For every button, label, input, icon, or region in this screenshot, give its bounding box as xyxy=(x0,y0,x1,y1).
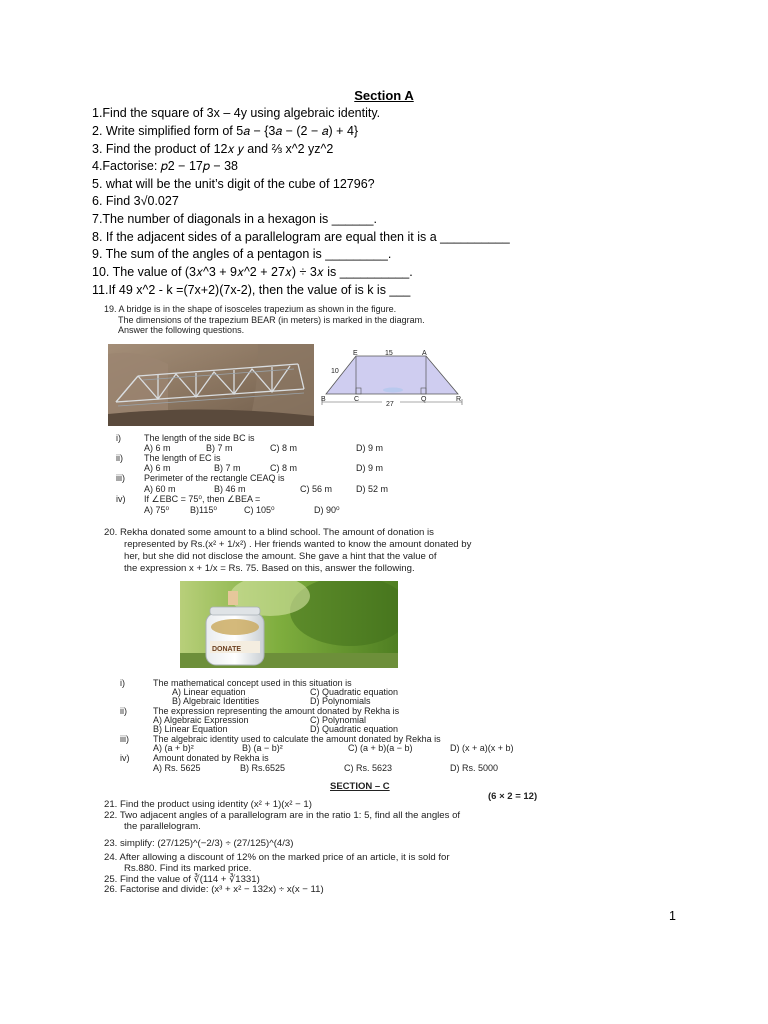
question-6: 6. Find 3√0.027 xyxy=(92,194,179,208)
question-9: 9. The sum of the angles of a pentagon is _________. xyxy=(92,247,392,261)
label-r: R xyxy=(456,396,462,403)
q19-part-ii-opt-b: B) 7 m xyxy=(214,463,241,473)
q20-part-iv-opt-d: D) Rs. 5000 xyxy=(450,763,499,773)
q20-part-iv-opt-b: B) Rs.6525 xyxy=(240,763,286,773)
q20-part-i-num: i) xyxy=(120,678,125,688)
q23: 23. simplify: (27/125)^(−2/3) ÷ (27/125)^(4/3) xyxy=(104,838,294,849)
q19-part-iii-opt-c: C) 56 m xyxy=(300,484,333,494)
q19-intro-line-1: 19. A bridge is in the shape of isosceles trapezium as shown in the figure. xyxy=(104,304,397,314)
label-15: 15 xyxy=(385,350,393,357)
q20-part-iv-opt-a: A) Rs. 5625 xyxy=(153,763,201,773)
q19-part-iv-opt-d: D) 90⁰ xyxy=(314,505,340,515)
q19-part-i-question: The length of the side BC is xyxy=(144,433,255,443)
q22-line-2: the parallelogram. xyxy=(124,821,201,832)
q20-part-iv-opt-c: C) Rs. 5623 xyxy=(344,763,393,773)
q19-part-ii-opt-d: D) 9 m xyxy=(356,463,383,473)
q26: 26. Factorise and divide: (x³ + x² − 132x) ÷ x(x − 11) xyxy=(104,884,324,895)
q19-intro-line-3: Answer the following questions. xyxy=(118,325,245,335)
q20-part-i-opt-b: B) Algebraic Identities xyxy=(172,696,260,706)
q20-part-ii-opt-a: A) Algebraic Expression xyxy=(153,715,249,725)
q24-line-1: 24. After allowing a discount of 12% on the marked price of an article, it is sold for xyxy=(104,852,450,863)
q19-part-iii-opt-a: A) 60 m xyxy=(144,484,176,494)
section-c-title: SECTION – C xyxy=(330,781,390,792)
q20-part-ii-num: ii) xyxy=(120,706,127,716)
q20-part-ii-question: The expression representing the amount donated by Rekha is xyxy=(153,706,400,716)
q20-part-iii-opt-b: B) (a − b)² xyxy=(242,743,283,753)
q19-part-i-opt-b: B) 7 m xyxy=(206,443,233,453)
q20-part-i-question: The mathematical concept used in this situation is xyxy=(153,678,352,688)
q20-intro-line-1: 20. Rekha donated some amount to a blind school. The amount of donation is xyxy=(104,527,434,538)
label-e: E xyxy=(353,350,358,357)
q19-part-ii-opt-a: A) 6 m xyxy=(144,463,171,473)
q20-part-ii-opt-b: B) Linear Equation xyxy=(153,724,228,734)
q19-part-i-num: i) xyxy=(116,433,121,443)
q19-part-iii-opt-d: D) 52 m xyxy=(356,484,389,494)
q20-part-iii-question: The algebraic identity used to calculate the amount donated by Rekha is xyxy=(153,734,441,744)
section-c-marks: (6 × 2 = 12) xyxy=(488,791,538,802)
q19-part-iii-question: Perimeter of the rectangle CEAQ is xyxy=(144,473,285,483)
q19-part-iv-opt-b: B)115⁰ xyxy=(190,505,217,515)
q20-part-iii-opt-d: D) (x + a)(x + b) xyxy=(450,743,514,753)
q19-part-ii-opt-c: C) 8 m xyxy=(270,463,297,473)
q20-intro-line-4: the expression x + 1/x = Rs. 75. Based on this, answer the following. xyxy=(124,563,415,574)
q19-part-iv-opt-c: C) 105⁰ xyxy=(244,505,275,515)
label-q: Q xyxy=(421,396,427,403)
q20-part-ii-opt-d: D) Quadratic equation xyxy=(310,724,399,734)
question-10: 10. The value of (3𝑥^3 + 9𝑥^2 + 27𝑥) ÷ 3𝑥 is __________. xyxy=(92,265,413,279)
q20-part-iv-num: iv) xyxy=(120,753,130,763)
q20-intro-line-3: her, but she did not disclose the amount. She gave a hint that the value of xyxy=(124,551,437,562)
question-5: 5. what will be the unit’s digit of the cube of 12796? xyxy=(92,177,375,191)
label-b: B xyxy=(321,396,326,403)
q19-part-i-opt-d: D) 9 m xyxy=(356,443,383,453)
q19-part-i-opt-c: C) 8 m xyxy=(270,443,297,453)
label-a: A xyxy=(422,350,427,357)
q25: 25. Find the value of ∛(114 + ∛1331) xyxy=(104,874,260,885)
question-7: 7.The number of diagonals in a hexagon is ______. xyxy=(92,212,377,226)
question-4: 4.Factorise: 𝑝2 − 17𝑝 − 38 xyxy=(92,159,239,173)
q20-part-iii-opt-c: C) (a + b)(a − b) xyxy=(348,743,413,753)
q20-part-i-opt-c: C) Quadratic equation xyxy=(310,687,399,697)
q20-part-iii-num: iii) xyxy=(120,734,129,744)
q20-part-iv-question: Amount donated by Rekha is xyxy=(153,753,269,763)
trapezium-diagram xyxy=(318,344,470,410)
question-11: 11.If 49 x^2 - k =(7x+2)(7x-2), then the value of is k is ___ xyxy=(92,283,411,297)
label-10: 10 xyxy=(331,368,339,375)
q19-part-iv-question: If ∠EBC = 75⁰, then ∠BEA = xyxy=(144,494,261,504)
q19-part-iv-opt-a: A) 75⁰ xyxy=(144,505,170,515)
q19-part-iii-opt-b: B) 46 m xyxy=(214,484,246,494)
q22-line-1: 22. Two adjacent angles of a parallelogram are in the ratio 1: 5, find all the angles of xyxy=(104,810,461,821)
question-2: 2. Write simplified form of 5𝑎 − {3𝑎 − (2 − 𝑎) + 4} xyxy=(92,124,359,138)
question-3: 3. Find the product of 12𝑥 𝑦 and ⅔ x^2 yz^2 xyxy=(92,142,334,156)
page-number: 1 xyxy=(669,909,676,923)
q19-part-iv-num: iv) xyxy=(116,494,126,504)
q20-part-i-opt-d: D) Polynomials xyxy=(310,696,371,706)
q19-part-i-opt-a: A) 6 m xyxy=(144,443,171,453)
question-8: 8. If the adjacent sides of a parallelogram are equal then it is a __________ xyxy=(92,230,510,244)
label-27: 27 xyxy=(386,401,394,408)
q20-intro-line-2: represented by Rs.(x² + 1/x²) . Her friends wanted to know the amount donated by xyxy=(124,539,472,550)
q19-part-ii-num: ii) xyxy=(116,453,123,463)
question-1: 1.Find the square of 3x – 4y using algebraic identity. xyxy=(92,106,381,120)
q19-part-iii-num: iii) xyxy=(116,473,125,483)
q19-intro-line-2: The dimensions of the trapezium BEAR (in meters) is marked in the diagram. xyxy=(118,315,425,325)
q19-part-ii-question: The length of EC is xyxy=(144,453,221,463)
q20-part-i-opt-a: A) Linear equation xyxy=(172,687,246,697)
jar-label: DONATE xyxy=(212,646,242,653)
q21: 21. Find the product using identity (x² + 1)(x² − 1) xyxy=(104,799,312,810)
q20-part-ii-opt-c: C) Polynomial xyxy=(310,715,367,725)
label-c: C xyxy=(354,396,360,403)
trapezium-figure xyxy=(318,344,470,410)
bridge-photo xyxy=(108,344,314,426)
section-a-title: Section A xyxy=(354,88,414,103)
q20-part-iii-opt-a: A) (a + b)² xyxy=(153,743,194,753)
q24-line-2: Rs.880. Find its marked price. xyxy=(124,863,252,874)
